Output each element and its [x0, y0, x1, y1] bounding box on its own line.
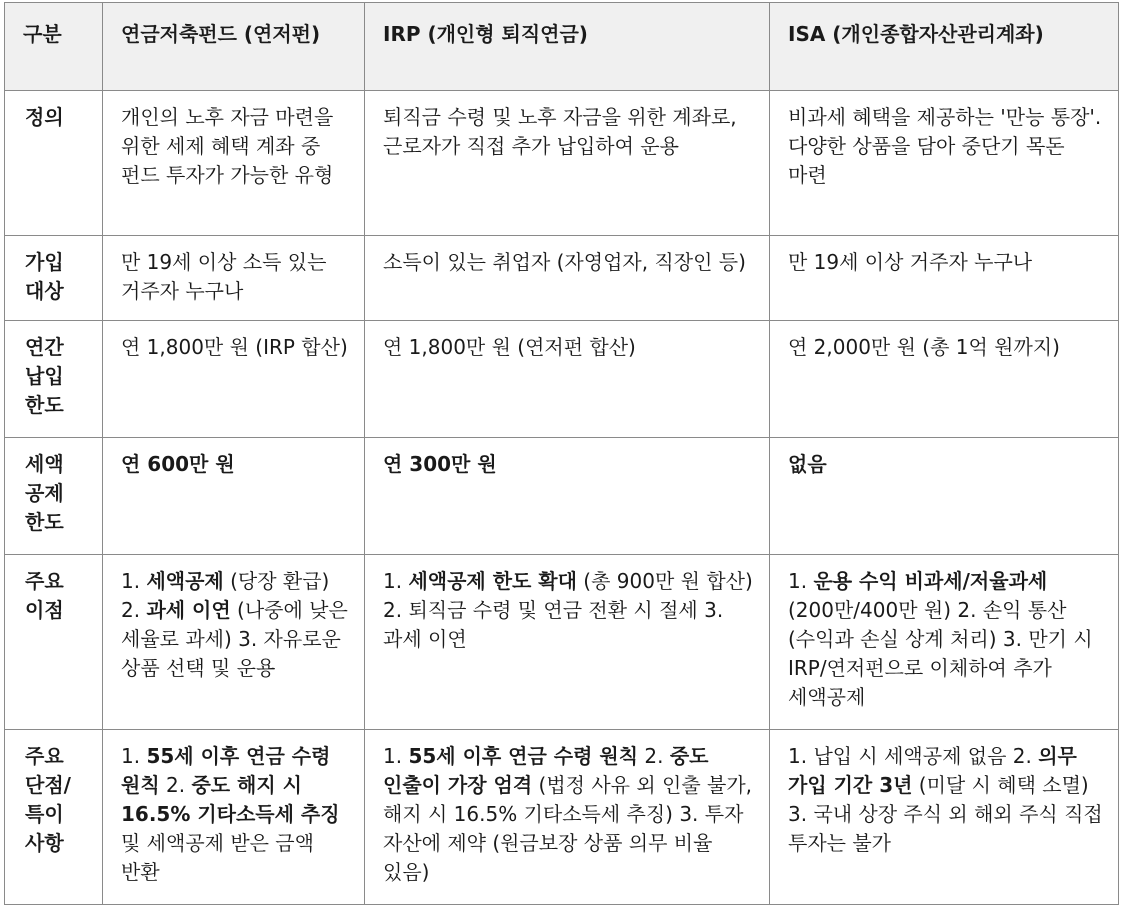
- row-key-benefits: [5, 555, 1119, 730]
- emphasis-text: 과세 이연: [146, 598, 231, 622]
- cell-tax-deduction-isa: 없음: [770, 438, 1119, 555]
- row-label-annual-limit: 연간 납입 한도: [5, 321, 103, 438]
- header-row: [5, 3, 1119, 91]
- emphasis-text: 세액공제 한도 확대: [408, 569, 577, 593]
- row-label-definition: 정의: [5, 91, 103, 236]
- row-eligibility: [5, 236, 1119, 321]
- cell-drawbacks-isa: 1. 납입 시 세액공제 없음 2. 의무 가입 기간 3년 (미달 시 혜택 소멸) 3. 국내 상장 주식 외 해외 주식 직접 투자는 불가: [770, 730, 1119, 905]
- cell-eligibility-pension-fund: 만 19세 이상 소득 있는 거주자 누구나: [103, 236, 365, 321]
- cell-annual-limit-isa: 연 2,000만 원 (총 1억 원까지): [770, 321, 1119, 438]
- row-label-key-benefits: 주요 이점: [5, 555, 103, 730]
- cell-definition-isa: 비과세 혜택을 제공하는 '만능 통장'. 다양한 상품을 담아 중단기 목돈 마련: [770, 91, 1119, 236]
- row-label-drawbacks-notes: 주요 단점/ 특이 사항: [5, 730, 103, 905]
- cell-tax-deduction-irp: 연 300만 원: [365, 438, 770, 555]
- row-annual-limit: [5, 321, 1119, 438]
- cell-benefits-irp: 1. 세액공제 한도 확대 (총 900만 원 합산) 2. 퇴직금 수령 및 연금 전환 시 절세 3. 과세 이연: [365, 555, 770, 730]
- row-label-eligibility: 가입 대상: [5, 236, 103, 321]
- row-tax-deduction-limit: [5, 438, 1119, 555]
- cell-benefits-pension-fund: 1. 세액공제 (당장 환급) 2. 과세 이연 (나중에 낮은 세율로 과세) 3. 자유로운 상품 선택 및 운용: [103, 555, 365, 730]
- row-drawbacks-notes: [5, 730, 1119, 905]
- emphasis-text: 중도 인출이 가장 엄격: [383, 744, 709, 797]
- cell-drawbacks-pension-fund: 1. 55세 이후 연금 수령 원칙 2. 중도 해지 시 16.5% 기타소득세 추징 및 세액공제 받은 금액 반환: [103, 730, 365, 905]
- comparison-table: [4, 2, 1119, 905]
- cell-definition-irp: 퇴직금 수령 및 노후 자금을 위한 계좌로, 근로자가 직접 추가 납입하여 운용: [365, 91, 770, 236]
- row-definition: [5, 91, 1119, 236]
- cell-definition-pension-fund: 개인의 노후 자금 마련을 위한 세제 혜택 계좌 중 펀드 투자가 가능한 유형: [103, 91, 365, 236]
- emphasis-text: 운용 수익 비과세/저율과세: [813, 569, 1048, 593]
- cell-drawbacks-irp: 1. 55세 이후 연금 수령 원칙 2. 중도 인출이 가장 엄격 (법정 사유 외 인출 불가, 해지 시 16.5% 기타소득세 추징) 3. 투자 자산에 제약 (원금보장 상품 의무 비율 있음): [365, 730, 770, 905]
- cell-annual-limit-irp: 연 1,800만 원 (연저펀 합산): [365, 321, 770, 438]
- table-body: [5, 91, 1119, 905]
- cell-annual-limit-pension-fund: 연 1,800만 원 (IRP 합산): [103, 321, 365, 438]
- header-category: 구분: [5, 3, 103, 91]
- emphasis-text: 의무 가입 기간 3년: [788, 744, 1077, 797]
- cell-eligibility-isa: 만 19세 이상 거주자 누구나: [770, 236, 1119, 321]
- header-pension-savings-fund: 연금저축펀드 (연저펀): [103, 3, 365, 91]
- emphasis-text: 55세 이후 연금 수령 원칙: [121, 744, 331, 797]
- header-irp: IRP (개인형 퇴직연금): [365, 3, 770, 91]
- row-label-tax-deduction-limit: 세액 공제 한도: [5, 438, 103, 555]
- cell-eligibility-irp: 소득이 있는 취업자 (자영업자, 직장인 등): [365, 236, 770, 321]
- emphasis-text: 세액공제: [146, 569, 224, 593]
- cell-tax-deduction-pension-fund: 연 600만 원: [103, 438, 365, 555]
- table-header: [5, 3, 1119, 91]
- emphasis-text: 중도 해지 시 16.5% 기타소득세 추징: [121, 773, 340, 826]
- emphasis-text: 55세 이후 연금 수령 원칙: [408, 744, 639, 768]
- header-isa: ISA (개인종합자산관리계좌): [770, 3, 1119, 91]
- cell-benefits-isa: 1. 운용 수익 비과세/저율과세 (200만/400만 원) 2. 손익 통산 (수익과 손실 상계 처리) 3. 만기 시 IRP/연저펀으로 이체하여 추가 세액공제: [770, 555, 1119, 730]
